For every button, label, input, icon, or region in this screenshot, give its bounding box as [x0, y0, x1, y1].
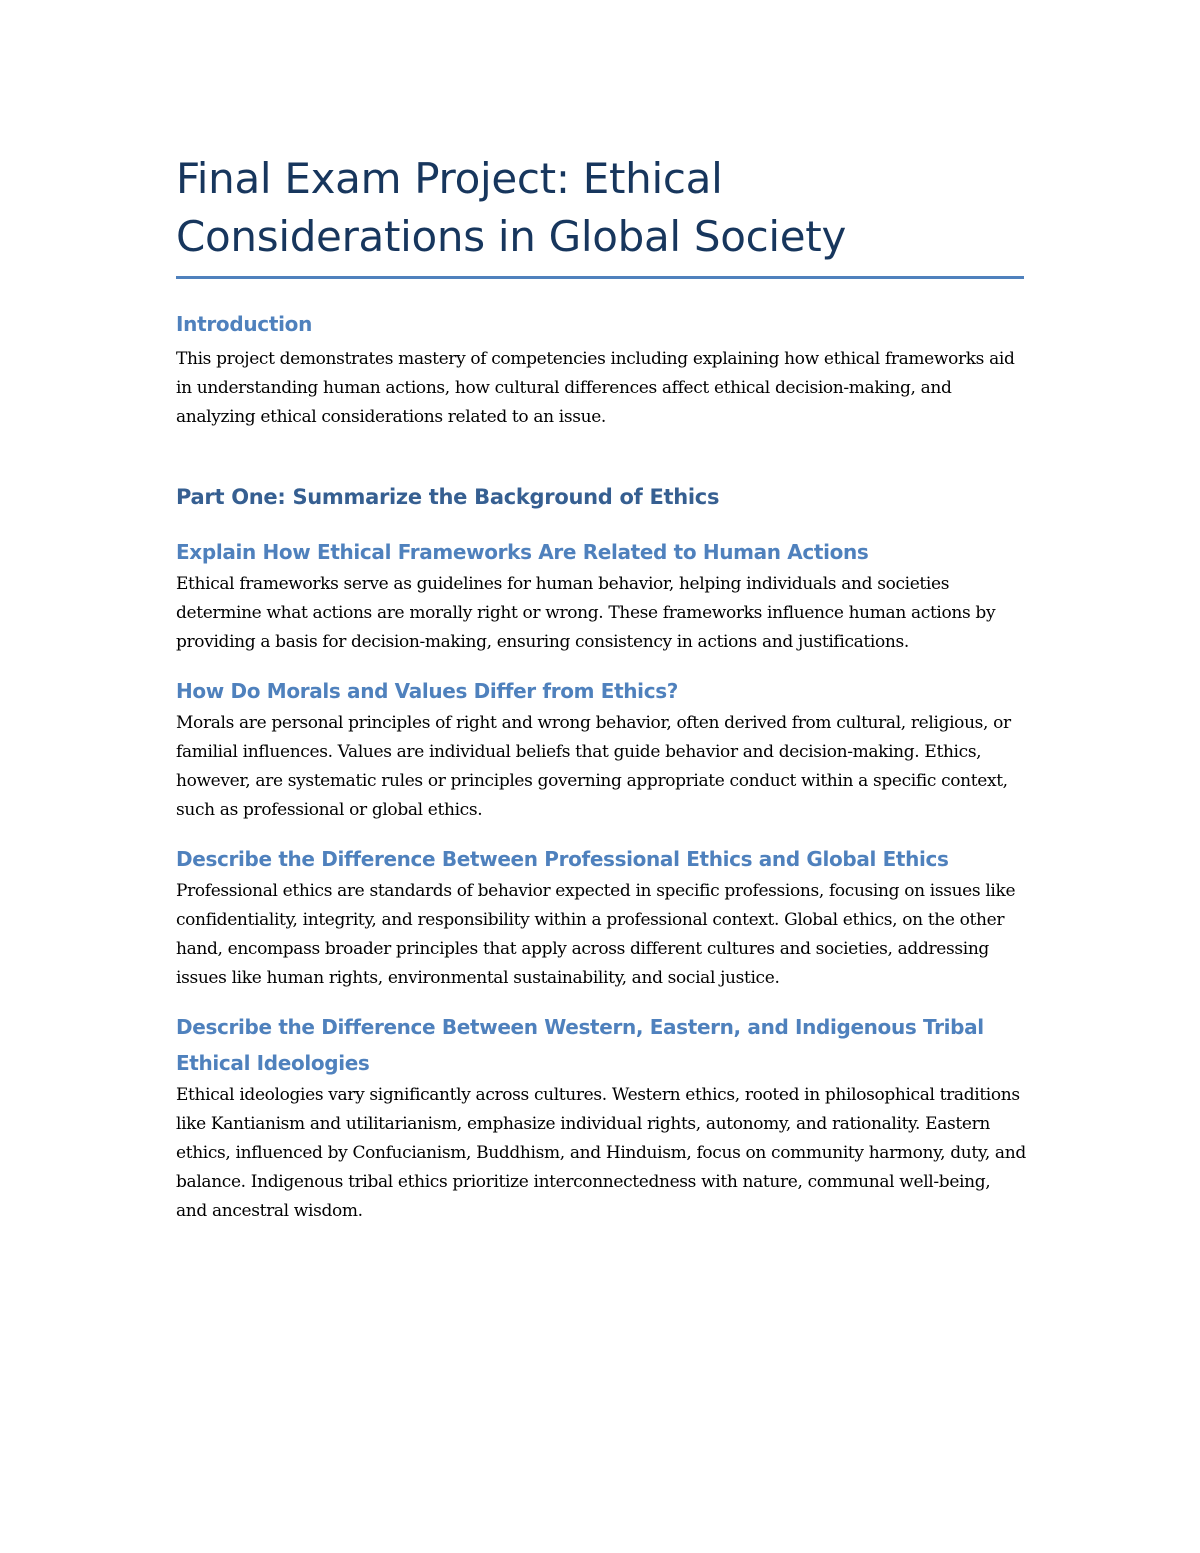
document-title: Final Exam Project: Ethical Considerations in Global Society [176, 154, 847, 261]
section-body-ideologies: Ethical ideologies vary significantly across cultures. Western ethics, rooted in philosophical traditions like Kantianism and utilitarianism, emphasize individual rights, autonomy, and rationality. Eastern ethics, influenced by Confucianism, Buddhism, and Hinduism, focus on community harmony, duty, and balance. Indigenous tribal ethics prioritize interconnectedness with nature, communal well-being, and ancestral wisdom. [176, 1085, 1026, 1221]
section-heading-ideologies: Describe the Difference Between Western, Eastern, and Indigenous Tribal Ethical Ideologies [176, 1015, 984, 1075]
introduction-heading: Introduction [176, 312, 313, 336]
section-heading-frameworks: Explain How Ethical Frameworks Are Related to Human Actions [176, 540, 869, 564]
section-body-frameworks: Ethical frameworks serve as guidelines for human behavior, helping individuals and societies determine what actions are morally right or wrong. These frameworks influence human actions by providing a basis for decision-making, ensuring consistency in actions and justifications. [176, 574, 996, 652]
section-body-professional-global: Professional ethics are standards of behavior expected in specific professions, focusing on issues like confidentiality, integrity, and responsibility within a professional context. Global ethics, on the other hand, encompass broader principles that apply across different cultures and societies, addressing issues like human rights, environmental sustainability, and social justice. [176, 881, 1016, 988]
section-heading-morals-values: How Do Morals and Values Differ from Ethics? [176, 679, 679, 703]
introduction-body: This project demonstrates mastery of competencies including explaining how ethical frameworks aid in understanding human actions, how cultural differences affect ethical decision-making, and analyzing ethical considerations related to an issue. [176, 349, 1015, 427]
part-one-heading: Part One: Summarize the Background of Ethics [176, 485, 720, 509]
section-heading-professional-global: Describe the Difference Between Professional Ethics and Global Ethics [176, 847, 949, 871]
document-page [176, 150, 1026, 1226]
section-body-morals-values: Morals are personal principles of right and wrong behavior, often derived from cultural, religious, or familial influences. Values are individual beliefs that guide behavior and decision-making. Ethics, however, are systematic rules or principles governing appropriate conduct within a specific context, such as professional or global ethics. [176, 713, 1011, 820]
title-underline [176, 276, 1024, 279]
